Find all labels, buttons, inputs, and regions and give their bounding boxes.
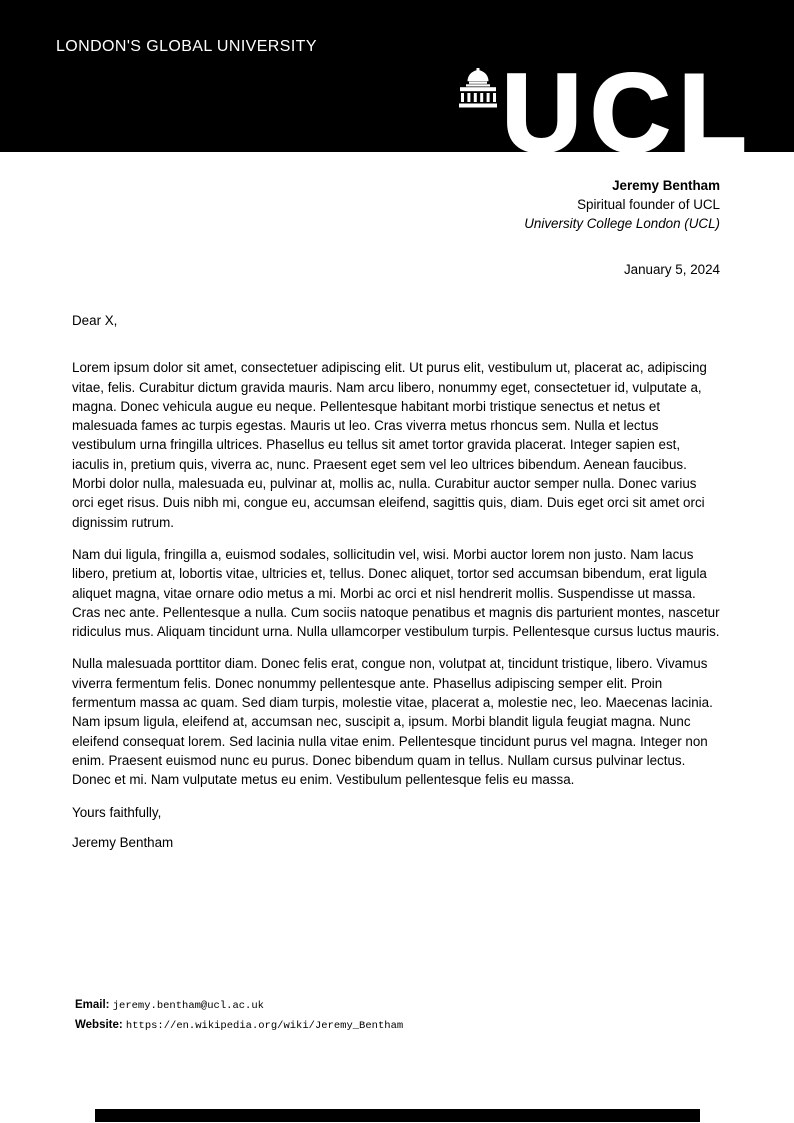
valediction: Yours faithfully, [72, 804, 162, 820]
contact-block [75, 996, 403, 1036]
body-paragraph: Lorem ipsum dolor sit amet, consectetuer adipiscing elit. Ut purus elit, vestibulum ut, placerat ac, adipiscing vitae, felis. Curabitur dictum gravida mauris. Nam arcu libero, nonummy eget, consectetuer id, vulputate a, magna. Donec vehicula augue eu neque. Pellentesque habitant morbi tristique senectus et netus et malesuada fames ac turpis egestas. Mauris ut leo. Cras viverra metus rhoncus sem. Nulla et lectus vestibulum urna fringilla ultrices. Phasellus eu tellus sit amet tortor gravida placerat. Integer sapien est, iaculis in, pretium quis, viverra ac, nunc. Praesent eget sem vel leo ultrices bibendum. Aenean faucibus. Morbi dolor nulla, malesuada eu, pulvinar at, mollis ac, nulla. Curabitur auctor semper nulla. Donec varius orci eget risus. Duis nibh mi, congue eu, accumsan eleifend, sagittis quis, diam. Duis eget orci sit amet orci dignissim rutrum. [72, 360, 707, 530]
sender-role: Spiritual founder of UCL [577, 197, 720, 212]
website-label: Website: [75, 1019, 123, 1031]
footer-band [95, 1109, 700, 1122]
ucl-portico-icon [458, 68, 498, 108]
sender-organization: University College London (UCL) [524, 216, 720, 231]
body-paragraph: Nulla malesuada porttitor diam. Donec felis erat, congue non, volutpat at, tincidunt tristique, libero. Vivamus viverra fermentum felis. Donec nonummy pellentesque ante. Phasellus adipiscing semper elit. Proin fermentum massa ac quam. Sed diam turpis, molestie vitae, placerat a, molestie nec, leo. Maecenas lacinia. Nam ipsum ligula, eleifend at, accumsan nec, suscipit a, ipsum. Morbi blandit ligula feugiat magna. Nunc eleifend consequat lorem. Sed lacinia nulla vitae enim. Pellentesque tincidunt purus vel magna. Integer non enim. Praesent euismod nunc eu purus. Donec bibendum quam in tellus. Nullam cursus pulvinar lectus. Donec et mi. Nam vulputate metus eu enim. Vestibulum pellentesque felis eu massa. [72, 656, 713, 788]
letter-body [72, 311, 720, 852]
website-value: https://en.wikipedia.org/wiki/Jeremy_Bentham [125, 1020, 404, 1032]
salutation: Dear X, [72, 313, 118, 328]
letter-date: January 5, 2024 [623, 262, 720, 277]
letterhead-band [0, 0, 794, 175]
website-row [75, 1016, 403, 1036]
email-value: jeremy.bentham@ucl.ac.uk [112, 1000, 264, 1012]
email-label: Email: [75, 999, 110, 1011]
sender-name: Jeremy Bentham [612, 178, 720, 193]
body-paragraph: Nam dui ligula, fringilla a, euismod sodales, sollicitudin vel, wisi. Morbi auctor lorem non justo. Nam lacus libero, pretium at, lobortis vitae, ultricies et, tellus. Donec aliquet, tortor sed accumsan bibendum, erat ligula aliquet magna, vitae ornare odio metus a mi. Morbi ac orci et nisl hendrerit mollis. Suspendisse ut massa. Cras nec ante. Pellentesque a nulla. Cum sociis natoque penatibus et magnis dis parturient montes, nascetur ridiculus mus. Aliquam tincidunt urna. Nulla ullamcorper vestibulum turpis. Pellentesque cursus luctus mauris. [72, 546, 720, 640]
sender-block [524, 176, 720, 233]
university-tagline: LONDON'S GLOBAL UNIVERSITY [56, 38, 317, 55]
email-row [75, 996, 403, 1016]
signature-name: Jeremy Bentham [72, 834, 174, 850]
ucl-logo-text: UCL [502, 52, 756, 175]
